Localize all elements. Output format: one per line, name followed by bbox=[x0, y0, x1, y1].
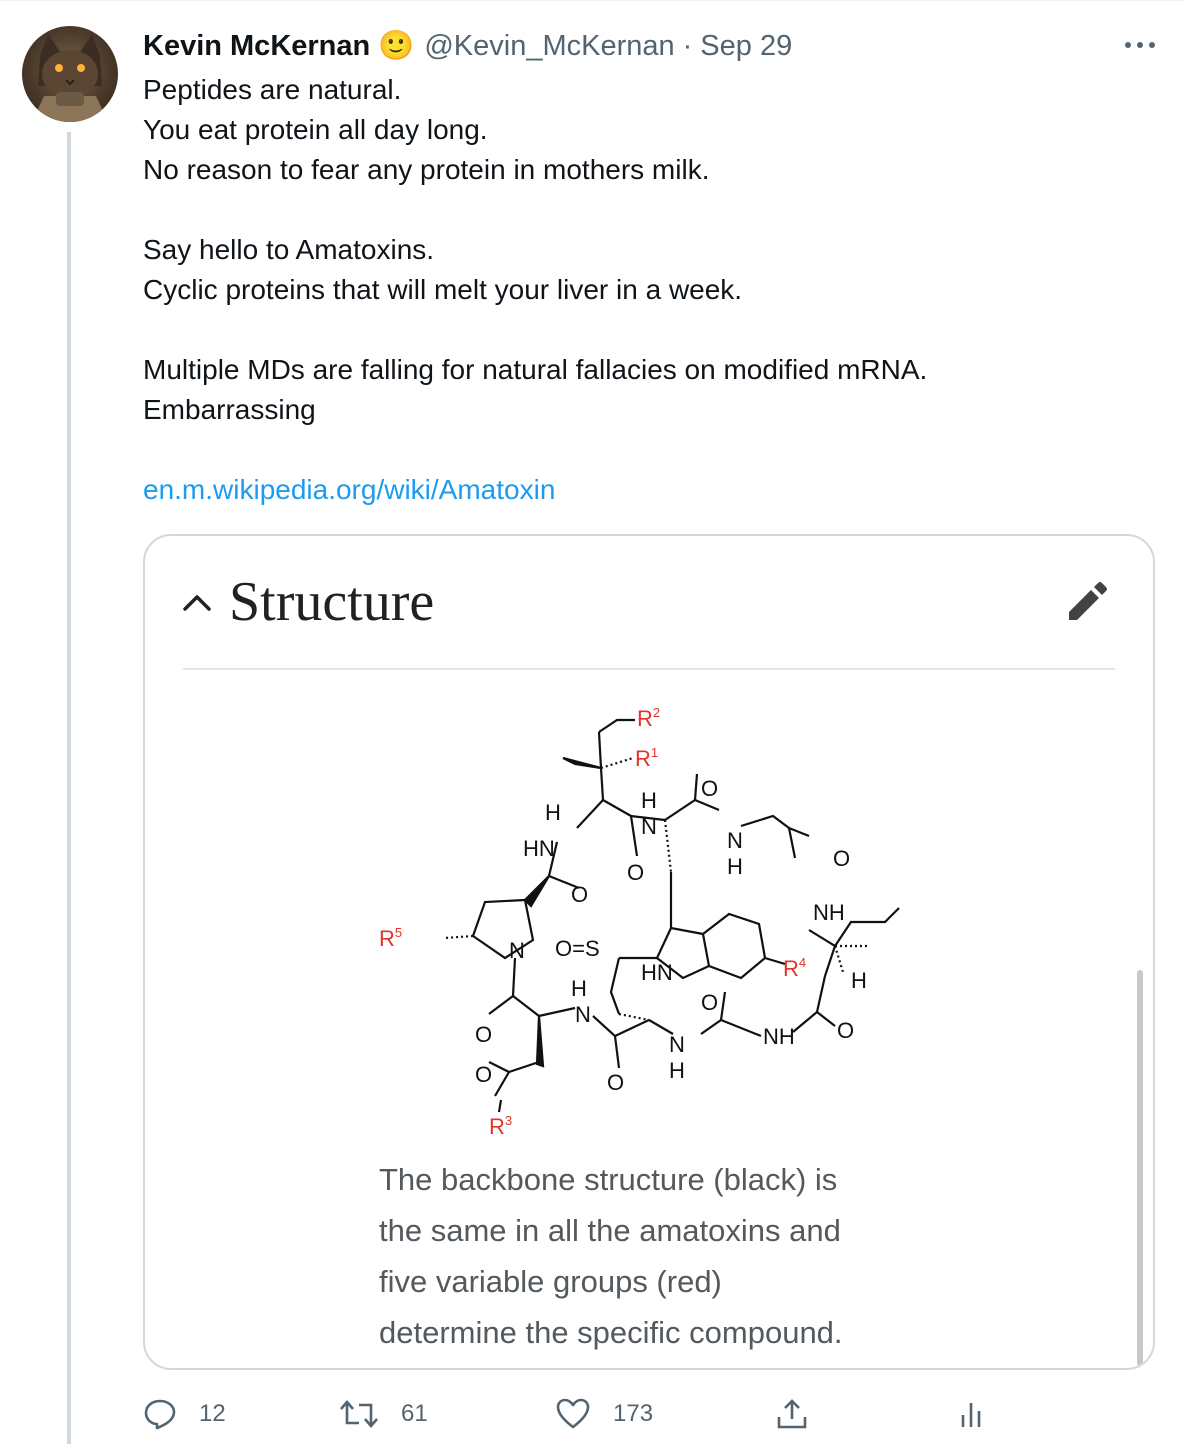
mol-h-right: H bbox=[851, 968, 867, 993]
reply-icon bbox=[143, 1397, 177, 1431]
more-options-icon[interactable] bbox=[1122, 30, 1158, 60]
mol-o-top3: O bbox=[701, 776, 719, 801]
share-button[interactable] bbox=[775, 1392, 809, 1436]
section-title: Structure bbox=[229, 571, 435, 633]
section-divider bbox=[183, 668, 1115, 670]
like-button[interactable] bbox=[555, 1392, 653, 1436]
avatar[interactable] bbox=[22, 26, 118, 122]
mol-o-right: O bbox=[833, 846, 851, 871]
heart-icon bbox=[555, 1397, 591, 1431]
reply-button[interactable] bbox=[143, 1392, 226, 1436]
caption-line: the same in all the amatoxins and bbox=[379, 1213, 841, 1248]
analytics-button[interactable] bbox=[957, 1392, 987, 1436]
mol-hn-left: HN bbox=[523, 836, 555, 861]
reply-count: 12 bbox=[199, 1400, 226, 1427]
tweet-line bbox=[143, 310, 1143, 350]
section-header[interactable] bbox=[181, 566, 434, 638]
tweet-line: Multiple MDs are falling for natural fallacies on modified mRNA. bbox=[143, 354, 928, 385]
tweet-line: Embarrassing bbox=[143, 394, 316, 425]
author-emoji: 🙂 bbox=[378, 30, 415, 62]
mol-nh-top-h: H bbox=[641, 788, 657, 813]
mol-o-bottom-a: O bbox=[607, 1070, 625, 1095]
tweet-line: Cyclic proteins that will melt your liver in a week. bbox=[143, 274, 743, 305]
structure-caption bbox=[379, 1154, 999, 1358]
mol-nh-bottom: NH bbox=[763, 1024, 795, 1049]
mol-n-bottom: N bbox=[669, 1032, 685, 1057]
amatoxin-structure-diagram bbox=[365, 696, 925, 1146]
tweet-line: Say hello to Amatoxins. bbox=[143, 234, 435, 265]
media-card[interactable] bbox=[143, 534, 1155, 1370]
retweet-icon bbox=[339, 1397, 379, 1431]
tweet-line: You eat protein all day long. bbox=[143, 114, 488, 145]
avatar-cat-icon bbox=[22, 26, 118, 122]
card-scrollbar[interactable] bbox=[1137, 970, 1143, 1366]
mol-h-stereo-top: H bbox=[545, 800, 561, 825]
mol-r1: $R^1$ bbox=[635, 745, 659, 771]
mol-r5: $R^5$ bbox=[379, 925, 403, 951]
caption-line: The backbone structure (black) is bbox=[379, 1162, 838, 1197]
mol-r4: $R^4$ bbox=[783, 955, 807, 981]
mol-nh-right: NH bbox=[813, 900, 845, 925]
tweet-date[interactable]: Sep 29 bbox=[700, 29, 793, 62]
mol-r3: $R^3$ bbox=[489, 1113, 513, 1139]
edit-pencil-icon[interactable] bbox=[1061, 576, 1113, 628]
tweet-header bbox=[143, 24, 792, 68]
analytics-icon bbox=[957, 1397, 987, 1431]
mol-o-left: O bbox=[475, 1022, 493, 1047]
mol-h-bottom: H bbox=[669, 1058, 685, 1083]
mol-r2: $R^2$ bbox=[637, 705, 661, 731]
caption-line: five variable groups (red) bbox=[379, 1264, 722, 1299]
mol-o-s: O=S bbox=[555, 936, 600, 961]
retweet-button[interactable] bbox=[339, 1392, 428, 1436]
author-name[interactable]: Kevin McKernan bbox=[143, 29, 371, 62]
mol-o-bottom-mid: O bbox=[701, 990, 719, 1015]
tweet-line: Peptides are natural. bbox=[143, 74, 402, 105]
mol-o-left-low: O bbox=[475, 1062, 493, 1087]
mol-o-pro: O bbox=[571, 882, 589, 907]
author-handle[interactable]: @Kevin_McKernan bbox=[424, 29, 675, 62]
mol-n-pro: N bbox=[509, 938, 525, 963]
like-count: 173 bbox=[613, 1400, 654, 1427]
retweet-count: 61 bbox=[401, 1400, 428, 1427]
mol-n-bottom-left: N bbox=[575, 1002, 591, 1027]
separator-dot: · bbox=[682, 29, 693, 62]
mol-nh-top-n: N bbox=[641, 814, 657, 839]
chevron-up-icon bbox=[181, 591, 213, 613]
share-icon bbox=[775, 1397, 809, 1431]
tweet-line: No reason to fear any protein in mothers milk. bbox=[143, 154, 710, 185]
mol-o-right-low: O bbox=[837, 1018, 855, 1043]
mol-n-top-right: N bbox=[727, 828, 743, 853]
tweet-actions bbox=[143, 1392, 1003, 1436]
thread-line bbox=[67, 132, 71, 1444]
wikipedia-link[interactable]: en.m.wikipedia.org/wiki/Amatoxin bbox=[143, 474, 556, 505]
mol-h-bottom-left: H bbox=[571, 976, 587, 1001]
top-divider bbox=[0, 0, 1186, 1]
mol-hn-indole: HN bbox=[641, 960, 673, 985]
caption-line: determine the specific compound. bbox=[379, 1315, 843, 1350]
tweet-text bbox=[143, 70, 1143, 430]
tweet-line bbox=[143, 190, 1143, 230]
mol-h-top-right: H bbox=[727, 854, 743, 879]
mol-o-top2: O bbox=[627, 860, 645, 885]
